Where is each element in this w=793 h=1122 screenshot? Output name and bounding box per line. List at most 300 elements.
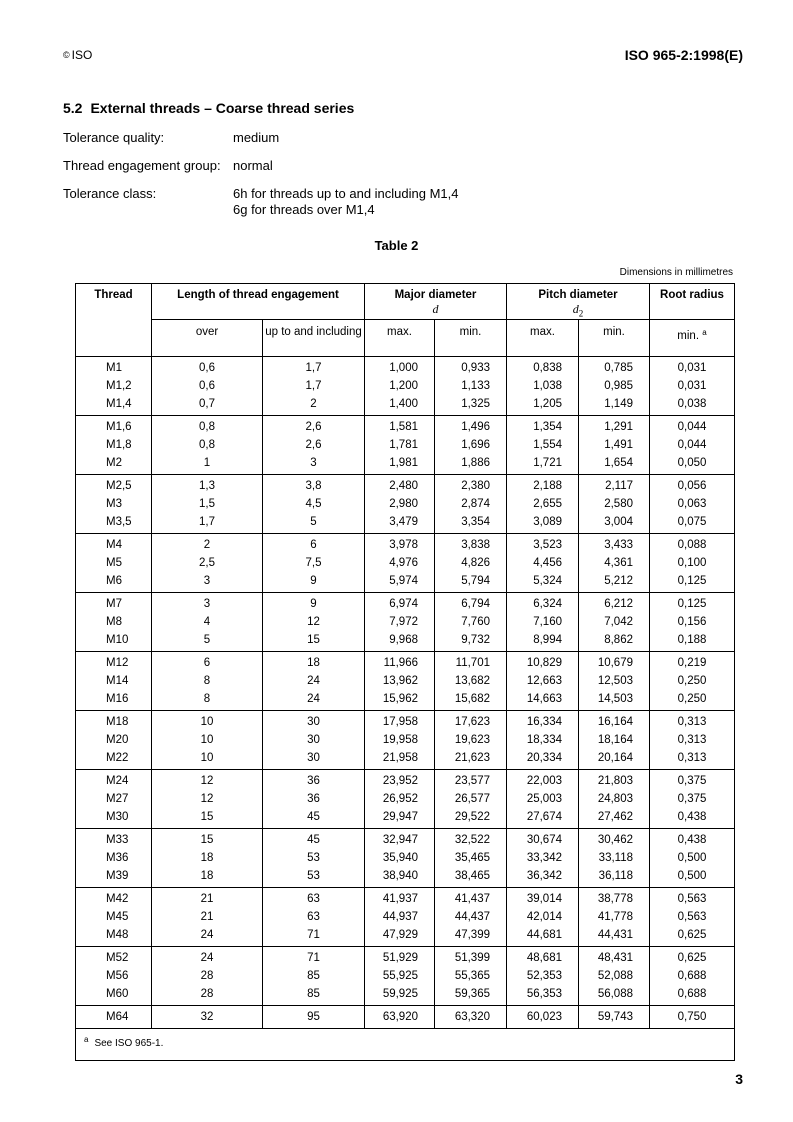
table-cell: 21,958: [365, 749, 435, 770]
table-cell: 18: [152, 867, 263, 888]
table-cell: 21,803: [579, 770, 650, 791]
table-cell: 16,334: [507, 711, 579, 732]
table-cell: M27: [76, 790, 152, 808]
table-cell: M16: [76, 690, 152, 711]
table-cell: 63,320: [435, 1006, 507, 1029]
table-cell: 3,004: [579, 513, 650, 534]
table-row: [76, 808, 735, 829]
table-cell: 20,334: [507, 749, 579, 770]
table-cell: 63: [263, 908, 365, 926]
table-cell: 2,480: [365, 475, 435, 496]
table-cell: M56: [76, 967, 152, 985]
table-cell: 0,044: [650, 436, 735, 454]
table-cell: 14,663: [507, 690, 579, 711]
table-cell: 11,701: [435, 652, 507, 673]
table-cell: 0,563: [650, 888, 735, 909]
table-cell: 0,156: [650, 613, 735, 631]
table-cell: 0,313: [650, 749, 735, 770]
section-title: External threads – Coarse thread series: [90, 100, 355, 116]
table-cell: 6,212: [579, 593, 650, 614]
table-row: [76, 690, 735, 711]
table-cell: M18: [76, 711, 152, 732]
table-cell: 0,6: [152, 357, 263, 378]
table-cell: 4,5: [263, 495, 365, 513]
table-cell: 41,778: [579, 908, 650, 926]
table-cell: 12,503: [579, 672, 650, 690]
table-cell: M10: [76, 631, 152, 652]
table-cell: 23,577: [435, 770, 507, 791]
property-label: Tolerance class:: [63, 186, 157, 201]
table-row: [76, 926, 735, 947]
table-cell: 7,5: [263, 554, 365, 572]
table-cell: 38,778: [579, 888, 650, 909]
table-cell: M45: [76, 908, 152, 926]
table-row: [76, 613, 735, 631]
table-cell: 22,003: [507, 770, 579, 791]
header-major-label: Major diameter: [394, 289, 477, 301]
table-caption: Table 2: [374, 238, 419, 253]
table-cell: 9: [263, 593, 365, 614]
table-cell: 85: [263, 967, 365, 985]
table-cell: M60: [76, 985, 152, 1006]
table-cell: 2,188: [507, 475, 579, 496]
table-cell: 0,438: [650, 808, 735, 829]
table-cell: 10,829: [507, 652, 579, 673]
table-cell: 33,342: [507, 849, 579, 867]
table-cell: 30: [263, 711, 365, 732]
table-cell: 15,682: [435, 690, 507, 711]
header-pitch-diameter: [507, 284, 650, 320]
property-tolerance-quality: [63, 130, 280, 145]
table-cell: M48: [76, 926, 152, 947]
table-cell: 1,886: [435, 454, 507, 475]
table-row: [76, 749, 735, 770]
table-row: [76, 593, 735, 614]
table-cell: 7,042: [579, 613, 650, 631]
table-cell: 0,313: [650, 731, 735, 749]
table-cell: 0,500: [650, 867, 735, 888]
table-cell: 15: [263, 631, 365, 652]
table-cell: 39,014: [507, 888, 579, 909]
table-cell: 53: [263, 867, 365, 888]
table-cell: 41,937: [365, 888, 435, 909]
table-cell: 0,985: [579, 377, 650, 395]
table-cell: 2,5: [152, 554, 263, 572]
table-cell: 44,681: [507, 926, 579, 947]
table-row: [76, 967, 735, 985]
table-cell: 47,399: [435, 926, 507, 947]
table-cell: 52,088: [579, 967, 650, 985]
table-cell: 1,291: [579, 416, 650, 437]
property-value: medium: [233, 130, 280, 145]
table-cell: 0,050: [650, 454, 735, 475]
footnote-mark: a: [702, 328, 707, 337]
table-row: [76, 554, 735, 572]
copyright-header: [63, 48, 92, 62]
property-label: Tolerance quality:: [63, 130, 165, 145]
table-cell: 0,6: [152, 377, 263, 395]
footnote-mark: a: [84, 1035, 89, 1044]
table-cell: 45: [263, 808, 365, 829]
table-cell: M30: [76, 808, 152, 829]
table-cell: 2,980: [365, 495, 435, 513]
units-note: Dimensions in millimetres: [619, 267, 733, 278]
table-cell: 48,431: [579, 947, 650, 968]
table-cell: 4: [152, 613, 263, 631]
table-cell: 15: [152, 829, 263, 850]
property-label: Thread engagement group:: [63, 158, 221, 173]
table-cell: 12: [152, 770, 263, 791]
table-cell: 3,978: [365, 534, 435, 555]
table-cell: M3,5: [76, 513, 152, 534]
table-cell: 10: [152, 731, 263, 749]
table-cell: 0,500: [650, 849, 735, 867]
table-row: [76, 829, 735, 850]
table-cell: 0,063: [650, 495, 735, 513]
subheader-pitch-max: max.: [507, 320, 579, 357]
table-cell: 1,7: [263, 377, 365, 395]
table-cell: 25,003: [507, 790, 579, 808]
table-cell: 5,974: [365, 572, 435, 593]
table-cell: 7,972: [365, 613, 435, 631]
table-row: [76, 1006, 735, 1029]
table-cell: 53: [263, 849, 365, 867]
table-cell: 24: [263, 690, 365, 711]
table-cell: 71: [263, 926, 365, 947]
table-cell: 0,038: [650, 395, 735, 416]
table-cell: 32: [152, 1006, 263, 1029]
table-cell: 59,365: [435, 985, 507, 1006]
table-row: [76, 985, 735, 1006]
table-cell: 6,974: [365, 593, 435, 614]
table-cell: M3: [76, 495, 152, 513]
table-cell: 45: [263, 829, 365, 850]
table-cell: 0,188: [650, 631, 735, 652]
table-cell: M33: [76, 829, 152, 850]
table-cell: 0,933: [435, 357, 507, 378]
table-cell: 2,380: [435, 475, 507, 496]
table-cell: 1,038: [507, 377, 579, 395]
table-cell: 15: [152, 808, 263, 829]
table-cell: 27,674: [507, 808, 579, 829]
table-cell: M4: [76, 534, 152, 555]
subheader-root-min: min. $^a$: [650, 320, 735, 357]
table-row: [76, 672, 735, 690]
table-cell: 15,962: [365, 690, 435, 711]
table-cell: 28: [152, 985, 263, 1006]
table-cell: M22: [76, 749, 152, 770]
table-cell: 33,118: [579, 849, 650, 867]
table-cell: 0,625: [650, 947, 735, 968]
table-row: [76, 357, 735, 378]
table-cell: 24: [152, 926, 263, 947]
table-cell: 0,125: [650, 572, 735, 593]
document-id: ISO 965-2:1998(E): [624, 47, 743, 63]
property-value: 6g for threads over M1,4: [233, 202, 375, 217]
table-cell: 10,679: [579, 652, 650, 673]
table-cell: 12: [263, 613, 365, 631]
table-cell: 3,354: [435, 513, 507, 534]
table-cell: 1,721: [507, 454, 579, 475]
table-cell: 1,354: [507, 416, 579, 437]
table-cell: 7,760: [435, 613, 507, 631]
table-footnote: [76, 1029, 735, 1061]
header-root-radius: Root radius: [650, 284, 735, 320]
header-length-engagement: Length of thread engagement: [152, 284, 365, 320]
table-cell: 0,563: [650, 908, 735, 926]
footnote-text: See ISO 965-1.: [94, 1038, 164, 1049]
table-cell: 21: [152, 908, 263, 926]
table-row: [76, 652, 735, 673]
table-cell: 38,465: [435, 867, 507, 888]
table-cell: 44,437: [435, 908, 507, 926]
property-value: normal: [233, 158, 273, 173]
table-cell: 52,353: [507, 967, 579, 985]
table-cell: 3,479: [365, 513, 435, 534]
table-cell: 35,465: [435, 849, 507, 867]
table-cell: 20,164: [579, 749, 650, 770]
table-cell: M14: [76, 672, 152, 690]
table-cell: 44,937: [365, 908, 435, 926]
table-cell: 21: [152, 888, 263, 909]
table-cell: 6: [263, 534, 365, 555]
table-cell: 13,962: [365, 672, 435, 690]
table-cell: 1,205: [507, 395, 579, 416]
table-cell: 19,958: [365, 731, 435, 749]
table-row: [76, 475, 735, 496]
table-cell: 0,785: [579, 357, 650, 378]
section-heading: [63, 100, 354, 116]
header-major-diameter: [365, 284, 507, 320]
table-cell: 0,8: [152, 436, 263, 454]
table-cell: 12,663: [507, 672, 579, 690]
table-cell: 85: [263, 985, 365, 1006]
table-row: [76, 454, 735, 475]
table-cell: M52: [76, 947, 152, 968]
table-cell: 3: [263, 454, 365, 475]
table-cell: 0,688: [650, 985, 735, 1006]
table-cell: 1,491: [579, 436, 650, 454]
table-cell: 0,838: [507, 357, 579, 378]
header-pitch-label: Pitch diameter: [538, 289, 618, 301]
table-cell: 59,925: [365, 985, 435, 1006]
table-cell: 51,929: [365, 947, 435, 968]
table-cell: 32,947: [365, 829, 435, 850]
table-row: [76, 947, 735, 968]
table-cell: 18,164: [579, 731, 650, 749]
table-cell: 6,794: [435, 593, 507, 614]
table-cell: 0,031: [650, 357, 735, 378]
table-cell: 0,088: [650, 534, 735, 555]
table-cell: M6: [76, 572, 152, 593]
table-cell: 13,682: [435, 672, 507, 690]
table-cell: 2,6: [263, 436, 365, 454]
table-row: [76, 908, 735, 926]
table-cell: 55,925: [365, 967, 435, 985]
table-cell: 0,438: [650, 829, 735, 850]
table-cell: 30,462: [579, 829, 650, 850]
table-cell: 7,160: [507, 613, 579, 631]
table-cell: 0,8: [152, 416, 263, 437]
property-value: 6h for threads up to and including M1,4: [233, 186, 459, 201]
table-cell: 3: [152, 593, 263, 614]
table-cell: 59,743: [579, 1006, 650, 1029]
table-cell: 8,862: [579, 631, 650, 652]
table-cell: 44,431: [579, 926, 650, 947]
table-cell: 2,580: [579, 495, 650, 513]
table-cell: 36,118: [579, 867, 650, 888]
table-cell: M7: [76, 593, 152, 614]
page-number: 3: [735, 1071, 743, 1087]
table-cell: 56,088: [579, 985, 650, 1006]
table-row: [76, 631, 735, 652]
table-cell: 1,5: [152, 495, 263, 513]
table-cell: 6: [152, 652, 263, 673]
table-cell: 17,623: [435, 711, 507, 732]
table-cell: 3,523: [507, 534, 579, 555]
table-cell: 71: [263, 947, 365, 968]
table-row: [76, 416, 735, 437]
table-cell: 5,212: [579, 572, 650, 593]
table-cell: 10: [152, 749, 263, 770]
table-row: [76, 495, 735, 513]
table-cell: 2,6: [263, 416, 365, 437]
table-cell: 55,365: [435, 967, 507, 985]
table-cell: 0,031: [650, 377, 735, 395]
table-row: [76, 377, 735, 395]
table-cell: 36: [263, 770, 365, 791]
table-cell: M42: [76, 888, 152, 909]
table-cell: 5,324: [507, 572, 579, 593]
table-cell: 5,794: [435, 572, 507, 593]
table-cell: 0,250: [650, 690, 735, 711]
table-cell: 3,433: [579, 534, 650, 555]
table-cell: 26,577: [435, 790, 507, 808]
table-cell: 1,200: [365, 377, 435, 395]
table-cell: M1: [76, 357, 152, 378]
table-cell: 0,056: [650, 475, 735, 496]
table-cell: M39: [76, 867, 152, 888]
table-cell: 21,623: [435, 749, 507, 770]
table-cell: 0,125: [650, 593, 735, 614]
table-cell: M2,5: [76, 475, 152, 496]
table-cell: M36: [76, 849, 152, 867]
table-row: [76, 867, 735, 888]
table-cell: 28: [152, 967, 263, 985]
table-cell: 36,342: [507, 867, 579, 888]
table-cell: M24: [76, 770, 152, 791]
table-cell: 1,7: [152, 513, 263, 534]
table-cell: 3: [152, 572, 263, 593]
table-cell: M1,6: [76, 416, 152, 437]
table-row: [76, 395, 735, 416]
table-cell: 4,826: [435, 554, 507, 572]
table-cell: M1,4: [76, 395, 152, 416]
table-cell: 8,994: [507, 631, 579, 652]
table-cell: M20: [76, 731, 152, 749]
table-cell: 63: [263, 888, 365, 909]
table-cell: 3,838: [435, 534, 507, 555]
table-cell: 11,966: [365, 652, 435, 673]
table-cell: 0,375: [650, 790, 735, 808]
table-cell: 95: [263, 1006, 365, 1029]
table-cell: 10: [152, 711, 263, 732]
table-cell: 32,522: [435, 829, 507, 850]
symbol-d: d: [432, 302, 439, 316]
table-cell: 2,874: [435, 495, 507, 513]
table-cell: 9,732: [435, 631, 507, 652]
table-cell: 41,437: [435, 888, 507, 909]
table-cell: 18: [263, 652, 365, 673]
subheader-major-max: max.: [365, 320, 435, 357]
table-cell: 4,361: [579, 554, 650, 572]
subheader-over: over: [152, 320, 263, 357]
table-cell: 5: [152, 631, 263, 652]
table-cell: 0,219: [650, 652, 735, 673]
table-cell: 1,781: [365, 436, 435, 454]
table-cell: 1,554: [507, 436, 579, 454]
table-cell: 24,803: [579, 790, 650, 808]
table-row: [76, 572, 735, 593]
table-cell: 0,7: [152, 395, 263, 416]
table-cell: 4,976: [365, 554, 435, 572]
table-row: [76, 534, 735, 555]
table-cell: 42,014: [507, 908, 579, 926]
table-cell: 60,023: [507, 1006, 579, 1029]
table-cell: M1,8: [76, 436, 152, 454]
table-row: [76, 711, 735, 732]
table-cell: 0,100: [650, 554, 735, 572]
table-cell: M2: [76, 454, 152, 475]
table-cell: 3,089: [507, 513, 579, 534]
table-row: [76, 436, 735, 454]
table-cell: 18: [152, 849, 263, 867]
table-cell: 18,334: [507, 731, 579, 749]
table-cell: 1,696: [435, 436, 507, 454]
table-cell: 2,655: [507, 495, 579, 513]
table-cell: 8: [152, 672, 263, 690]
table-row: [76, 731, 735, 749]
table-cell: M64: [76, 1006, 152, 1029]
table-cell: 2,117: [579, 475, 650, 496]
copyright-symbol: ©: [63, 50, 70, 60]
subheader-major-min: min.: [435, 320, 507, 357]
table-cell: 9,968: [365, 631, 435, 652]
table-cell: 30: [263, 749, 365, 770]
table-cell: 0,375: [650, 770, 735, 791]
table-cell: 24: [263, 672, 365, 690]
table-body: [76, 357, 735, 1061]
table-cell: 1,7: [263, 357, 365, 378]
table-cell: 1,654: [579, 454, 650, 475]
thread-dimensions-table: [75, 283, 735, 1061]
table-cell: 51,399: [435, 947, 507, 968]
table-cell: 1,3: [152, 475, 263, 496]
table-cell: 56,353: [507, 985, 579, 1006]
table-cell: 3,8: [263, 475, 365, 496]
table-cell: 1,149: [579, 395, 650, 416]
table-cell: 0,075: [650, 513, 735, 534]
table-row: [76, 770, 735, 791]
table-cell: 14,503: [579, 690, 650, 711]
table-cell: 0,750: [650, 1006, 735, 1029]
subheader-pitch-min: min.: [579, 320, 650, 357]
table-cell: 38,940: [365, 867, 435, 888]
table-cell: M8: [76, 613, 152, 631]
table-cell: 0,625: [650, 926, 735, 947]
table-cell: 47,929: [365, 926, 435, 947]
table-cell: 1,496: [435, 416, 507, 437]
